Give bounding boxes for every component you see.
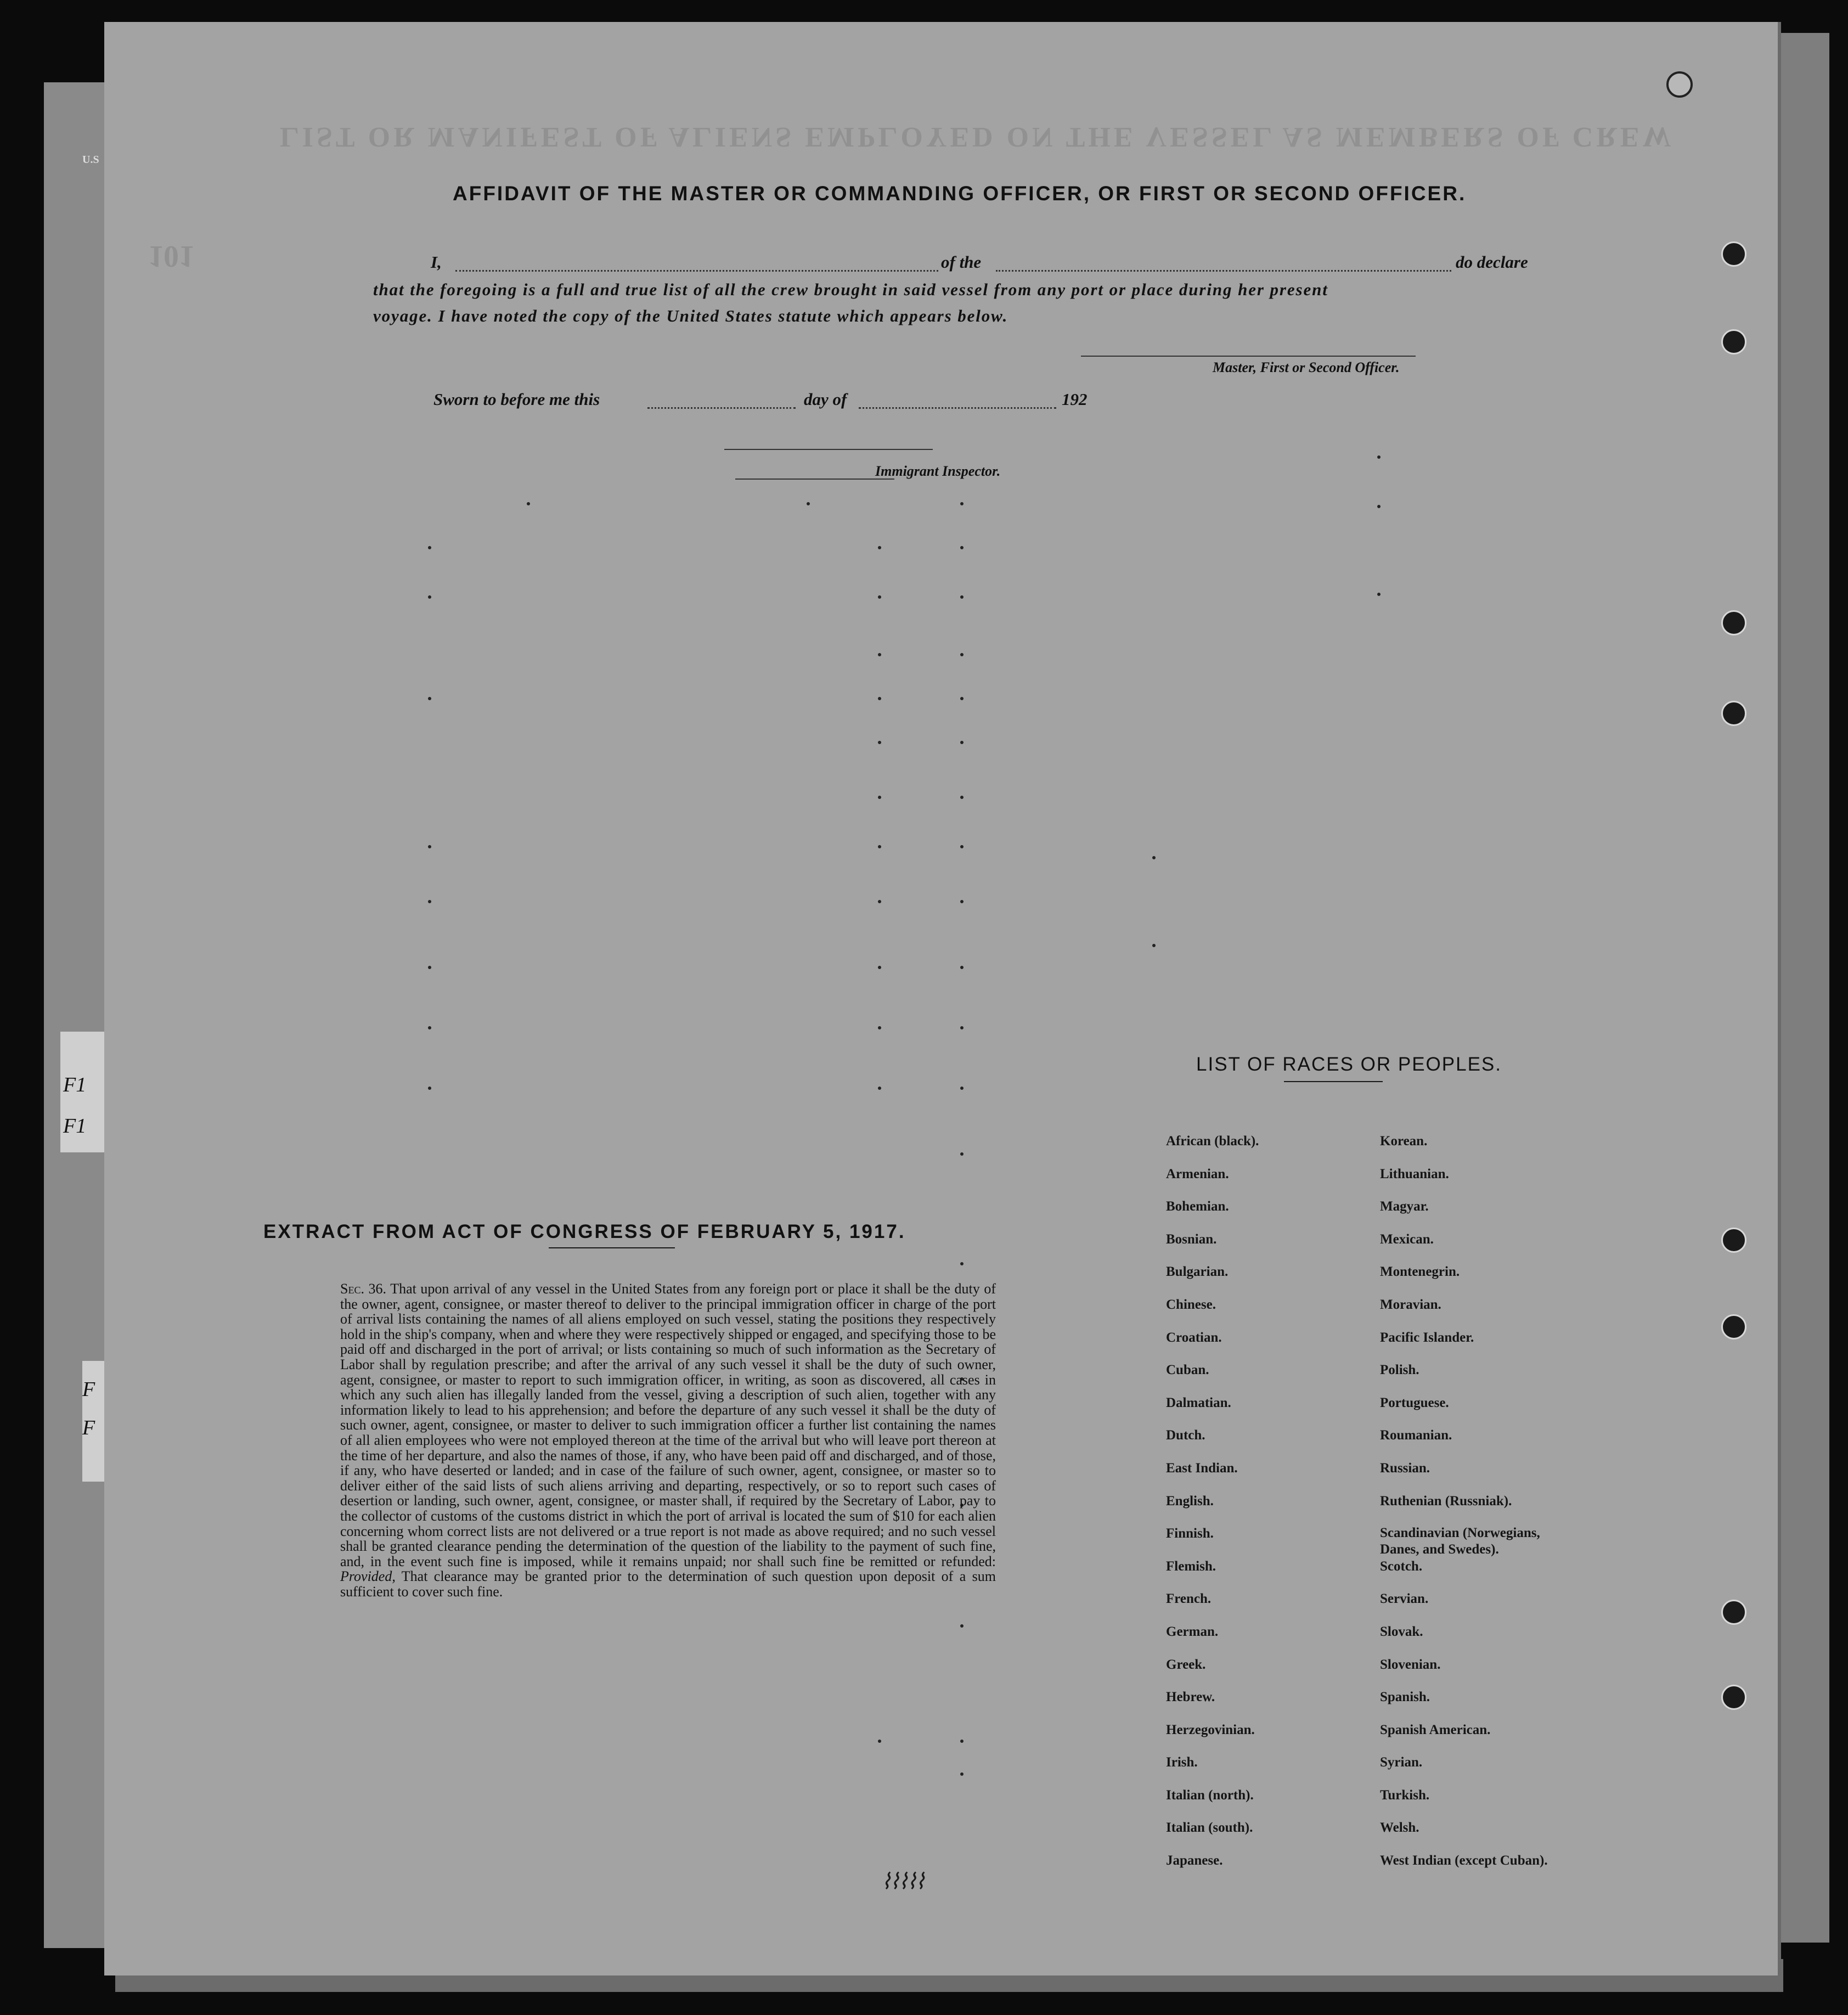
bleed-dot: [428, 966, 431, 969]
bleed-dot: [878, 595, 881, 599]
sworn-day-blank[interactable]: [647, 407, 796, 409]
bleed-dot: [1152, 944, 1156, 947]
bleed-dot: [1377, 455, 1381, 459]
bleed-dot: [960, 845, 964, 848]
bleed-dot: [878, 1740, 881, 1743]
bleed-through-number: 101: [148, 239, 194, 273]
bleed-dot: [878, 741, 881, 744]
races-title: LIST OF RACES OR PEOPLES.: [1196, 1054, 1502, 1075]
bleed-dot: [878, 966, 881, 969]
inspector-caption: Immigrant Inspector.: [875, 463, 1001, 479]
race-item: Spanish American.: [1380, 1722, 1491, 1737]
race-item: Welsh.: [1380, 1820, 1419, 1836]
race-item: Scandinavian (Norwegians, Danes, and Swedes).: [1380, 1526, 1540, 1557]
bleed-dot: [960, 1262, 964, 1265]
sworn-day-of: day of: [804, 390, 847, 409]
bleed-dot: [960, 1152, 964, 1156]
bleed-dot: [878, 697, 881, 700]
race-item: Roumanian.: [1380, 1428, 1452, 1443]
bleed-dot: [1377, 505, 1381, 508]
punch-hole: [1666, 71, 1693, 98]
race-item: Bohemian.: [1166, 1199, 1229, 1214]
race-item: Italian (north).: [1166, 1787, 1254, 1803]
bleed-dot: [960, 796, 964, 799]
bleed-dot: [428, 1026, 431, 1029]
race-item: Servian.: [1380, 1591, 1429, 1607]
race-item: Slovenian.: [1380, 1657, 1441, 1672]
statute-paragraph: [340, 1281, 996, 1599]
race-item: East Indian.: [1166, 1460, 1238, 1476]
punch-hole: [1721, 701, 1746, 726]
bleed-dot: [428, 1087, 431, 1090]
race-item: Cuban.: [1166, 1363, 1209, 1378]
race-item: Japanese.: [1166, 1853, 1223, 1868]
bleed-dot: [1152, 856, 1156, 859]
affidavit-title: AFFIDAVIT OF THE MASTER OR COMMANDING OFFICER, OR FIRST OR SECOND OFFICER.: [453, 182, 1467, 205]
tab-mark: F1: [63, 1115, 87, 1138]
sworn-month-blank[interactable]: [859, 407, 1056, 409]
race-item: Lithuanian.: [1380, 1166, 1449, 1181]
race-item: Ruthenian (Russniak).: [1380, 1493, 1512, 1509]
sworn-year: 192: [1062, 390, 1088, 409]
inspector-signature-line-2[interactable]: [735, 479, 894, 480]
race-item: Pacific Islander.: [1380, 1330, 1474, 1345]
bleed-dot: [878, 900, 881, 903]
race-item: Armenian.: [1166, 1166, 1229, 1181]
race-item: Mexican.: [1380, 1231, 1434, 1247]
bleed-dot: [960, 741, 964, 744]
bleed-dot: [428, 845, 431, 848]
affidavit-line-3: voyage. I have noted the copy of the United States statute which appears below.: [373, 306, 1008, 325]
bleed-dot: [878, 653, 881, 656]
manifest-page: [104, 22, 1781, 1975]
vessel-name-blank[interactable]: [996, 270, 1451, 272]
bottom-scribble: ⌇⌇⌇⌇⌇: [881, 1869, 923, 1894]
race-item: Moravian.: [1380, 1297, 1441, 1312]
race-item: Bulgarian.: [1166, 1264, 1229, 1280]
races-right-column: [1380, 1125, 1556, 1877]
bleed-dot: [878, 1026, 881, 1029]
punch-hole: [1721, 1314, 1746, 1339]
race-item: Portuguese.: [1380, 1395, 1449, 1410]
tab-mark: F: [82, 1416, 95, 1439]
race-item: Montenegrin.: [1380, 1264, 1460, 1280]
punch-hole: [1721, 1685, 1746, 1710]
bleed-dot: [807, 502, 810, 505]
sworn-prefix: Sworn to before me this: [433, 390, 600, 409]
race-item: Magyar.: [1380, 1199, 1429, 1214]
race-item: Dutch.: [1166, 1428, 1205, 1443]
race-item: Syrian.: [1380, 1755, 1423, 1770]
race-item: Italian (south).: [1166, 1820, 1253, 1836]
race-item: Dalmatian.: [1166, 1395, 1231, 1410]
bleed-dot: [428, 900, 431, 903]
bleed-dot: [960, 1026, 964, 1029]
statute-section-label: Sec. 36.: [340, 1281, 387, 1297]
race-item: Russian.: [1380, 1460, 1430, 1476]
race-item: Croatian.: [1166, 1330, 1222, 1345]
race-item: Greek.: [1166, 1657, 1206, 1672]
race-item: German.: [1166, 1624, 1219, 1639]
punch-hole: [1721, 610, 1746, 635]
race-item: Slovak.: [1380, 1624, 1423, 1639]
statute-proviso-label: Provided,: [340, 1568, 396, 1585]
race-item: Turkish.: [1380, 1787, 1430, 1803]
bleed-dot: [960, 1772, 964, 1776]
bleed-dot: [878, 845, 881, 848]
race-item: Scotch.: [1380, 1558, 1423, 1574]
race-item: Hebrew.: [1166, 1690, 1215, 1705]
race-item: Herzegovinian.: [1166, 1722, 1255, 1737]
statute-proviso: That clearance may be granted prior to the determination of such question upon deposit of a sum sufficient to cover such fine.: [340, 1568, 996, 1600]
race-item: English.: [1166, 1493, 1214, 1509]
tab-mark: F1: [63, 1073, 87, 1096]
bleed-dot: [878, 1087, 881, 1090]
edge-mark: U.S: [82, 154, 99, 166]
races-title-rule: [1284, 1081, 1383, 1082]
race-item: Flemish.: [1166, 1558, 1216, 1574]
bleed-dot: [428, 595, 431, 599]
bleed-dot: [878, 796, 881, 799]
bleed-dot: [878, 546, 881, 549]
extract-title: EXTRACT FROM ACT OF CONGRESS OF FEBRUARY 5, 1917.: [263, 1221, 906, 1242]
master-signature-line[interactable]: [1081, 356, 1416, 357]
bleed-dot: [960, 900, 964, 903]
master-signature-caption: Master, First or Second Officer.: [1213, 359, 1400, 375]
punch-hole: [1721, 1600, 1746, 1625]
bleed-dot: [960, 1087, 964, 1090]
tab-mark: F: [82, 1378, 95, 1401]
affidavit-i: I,: [431, 252, 442, 272]
affidavit-line-2: that the foregoing is a full and true list of all the crew brought in said vessel from any port or place during her present: [373, 280, 1328, 299]
bleed-dot: [960, 1740, 964, 1743]
bleed-dot: [960, 1624, 964, 1628]
bleed-dot: [1377, 593, 1381, 596]
bleed-dot: [428, 546, 431, 549]
race-item: Spanish.: [1380, 1690, 1430, 1705]
race-item: Polish.: [1380, 1363, 1419, 1378]
statute-body: That upon arrival of any vessel in the United States from any foreign port or place it shall be the duty of the owner, agent, consignee, or master thereof to deliver to the principal immigration officer in charge of the port of arrival lists containing the names of all aliens employed on such vessel, stating the positions they respectively hold in the ship's company, when and where they were respectively shipped or engaged, and specifying those to be paid off and discharged in the port of arrival; or lists containing so much of such information as the Secretary of Labor shall by regulation prescribe; and after the arrival of any such vessel it shall be the duty of such owner, agent, consignee, or master to report to such immigration officer, in writing, as soon as discovered, all cases in which any such alien has illegally landed from the vessel, giving a description of such alien, together with any information likely to lead to his apprehension; and before the departure of any such vessel it shall be the duty of such owner, agent, consignee, or master to deliver to such immigration officer a further list containing the names of all alien employees who were not employed thereon at the time of the arrival but who will leave port thereon at the time of her departure, and also the names of those, if any, who have been paid off and discharged, and of those, if any, who have deserted or landed; and in case of the failure of such owner, agent, consignee, or master so to deliver either of the said lists of such aliens arriving and departing, respectively, or so to report such cases of desertion or landing, such owner, agent, consignee, or master shall, if required by the Secretary of Labor, pay to the collector of customs of the customs district in which the port of arrival is located the sum of $10 for each alien concerning whom correct lists are not delivered or a true report is not made as above required; and no such vessel shall be granted clearance pending the determination of the question of the liability to the payment of such fine, and, in the event such fine is imposed, while it remains unpaid; nor shall such fine be remitted or refunded:: [340, 1281, 996, 1569]
extract-title-rule: [549, 1247, 675, 1248]
races-left-column: [1166, 1125, 1259, 1877]
bleed-dot: [960, 697, 964, 700]
race-item: Chinese.: [1166, 1297, 1216, 1312]
race-item: Irish.: [1166, 1755, 1198, 1770]
bleed-dot: [960, 966, 964, 969]
race-item: Bosnian.: [1166, 1231, 1217, 1247]
race-item: Korean.: [1380, 1134, 1428, 1149]
bleed-dot: [527, 502, 530, 505]
inspector-signature-line-1[interactable]: [724, 449, 933, 450]
race-item: West Indian (except Cuban).: [1380, 1853, 1548, 1868]
punch-hole: [1721, 329, 1746, 354]
bleed-dot: [960, 653, 964, 656]
bleed-dot: [960, 546, 964, 549]
punch-hole: [1721, 1228, 1746, 1253]
bleed-through-heading: LIST OR MANIFEST OF ALIENS EMPLOYED ON THE VESSEL AS MEMBERS OF CREW: [280, 121, 1675, 153]
master-name-blank[interactable]: [455, 270, 938, 272]
race-item: Finnish.: [1166, 1526, 1214, 1541]
bleed-dot: [428, 697, 431, 700]
bleed-dot: [960, 502, 964, 505]
affidavit-do-declare: do declare: [1456, 252, 1528, 272]
punch-hole: [1721, 241, 1746, 267]
affidavit-of-the: of the: [941, 252, 982, 272]
race-item: African (black).: [1166, 1134, 1259, 1149]
bleed-dot: [960, 595, 964, 599]
race-item: French.: [1166, 1591, 1212, 1607]
